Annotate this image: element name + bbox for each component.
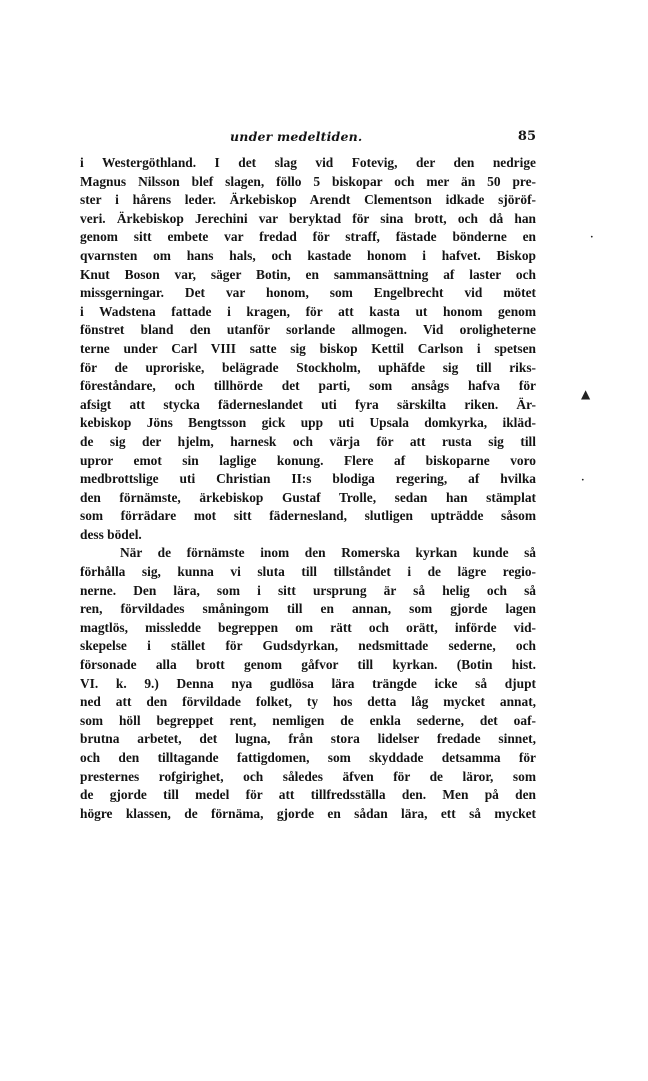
text-line: brutna arbetet, det lugna, från stora lidelser fredade sinnet, <box>80 731 536 747</box>
text-line: försonade alla brott genom gåfvor till kyrkan. (Botin hist. <box>80 657 536 673</box>
text-line: missgerningar. Det var honom, som Engelbrecht vid mötet <box>80 285 536 301</box>
text-line: de sig der hjelm, harnesk och värja för att rusta sig till <box>80 433 536 449</box>
text-line: magtlös, missledde begreppen om rätt och orätt, införde vid- <box>80 619 536 635</box>
text-line: medbrottslige uti Christian II:s blodiga regering, af hvilka <box>80 471 536 487</box>
text-line: upror emot sin laglige konung. Flere af biskoparne voro <box>80 452 536 468</box>
text-line: som förrädare mot sitt fädernesland, slutligen upträdde såsom <box>80 508 536 524</box>
text-line: fönstret bland den utanför sorlande allmogen. Vid oroligheterne <box>80 322 536 338</box>
margin-dot-mark: • <box>581 477 585 484</box>
text-line: den förnämste, ärkebiskop Gustaf Trolle, sedan han stämplat <box>80 489 536 505</box>
text-line: ster i hårens leder. Ärkebiskop Arendt Clementson idkade sjöröf- <box>80 192 536 208</box>
text-line: högre klassen, de förnäma, gjorde en sådan lära, ett så mycket <box>80 805 536 821</box>
text-line: Knut Boson var, säger Botin, en sammansättning af laster och <box>80 266 536 282</box>
text-line: presternes rofgirighet, och således äfven för de läror, som <box>80 768 536 784</box>
text-line: som höll begreppet rent, nemligen de enkla sederne, det oaf- <box>80 712 536 728</box>
text-line: för de uproriske, belägrade Stockholm, uphäfde sig till riks- <box>80 359 536 375</box>
text-body <box>80 154 536 823</box>
text-line: ren, förvildades småningom till en annan, som gjorde lagen <box>80 601 536 617</box>
text-line: ned att den förvildade folket, ty hos detta låg mycket annat, <box>80 694 536 710</box>
running-head: under medeltiden. <box>230 129 363 144</box>
text-line: genom sitt embete var fredad för straff, fästade bönderne en <box>80 229 536 245</box>
text-line: terne under Carl VIII satte sig biskop Kettil Carlson i spetsen <box>80 340 536 356</box>
text-line: förhålla sig, kunna vi sluta till tillståndet i de lägre regio- <box>80 564 536 580</box>
text-line: VI. k. 9.) Denna nya gudlösa lära trängde icke så djupt <box>80 675 536 691</box>
text-line: i Westergöthland. I det slag vid Fotevig, der den nedrige <box>80 155 536 170</box>
text-line: kebiskop Jöns Bengtsson gick upp uti Upsala domkyrka, ikläd- <box>80 415 536 431</box>
text-line: i Wadstena fattade i kragen, för att kasta ut honom genom <box>80 303 536 319</box>
text-line: qvarnsten om hans hals, och kastade honom i hafvet. Biskop <box>80 247 536 263</box>
text-line: föreståndare, och tillhörde det parti, som ansågs hafva för <box>80 378 536 394</box>
text-line: de gjorde till medel för att tillfredsställa den. Men på den <box>80 787 536 803</box>
margin-triangle-mark: ▲ <box>581 387 591 401</box>
page-number: 85 <box>517 129 536 144</box>
paragraph-1 <box>80 154 536 544</box>
text-line: och den tilltagande fattigdomen, som skyddade detsamma för <box>80 750 536 765</box>
text-line: skepelse i stället för Gudsdyrkan, nedsmittade sederne, och <box>80 638 536 654</box>
paragraph-2 <box>80 544 536 823</box>
text-line: afsigt att stycka fäderneslandet uti fyra särskilta riken. Är- <box>80 396 536 412</box>
text-line: nerne. Den lära, som i sitt ursprung är så helig och så <box>80 582 536 598</box>
text-line: dess bödel. <box>80 526 142 542</box>
page-header <box>80 129 536 149</box>
text-line: Magnus Nilsson blef slagen, föllo 5 biskopar och mer än 50 pre- <box>80 173 536 189</box>
text-line: veri. Ärkebiskop Jerechini var beryktad för sina brott, och då han <box>80 210 536 226</box>
margin-dot-mark: • <box>590 234 594 241</box>
text-line: När de förnämste inom den Romerska kyrkan kunde så <box>120 545 536 561</box>
